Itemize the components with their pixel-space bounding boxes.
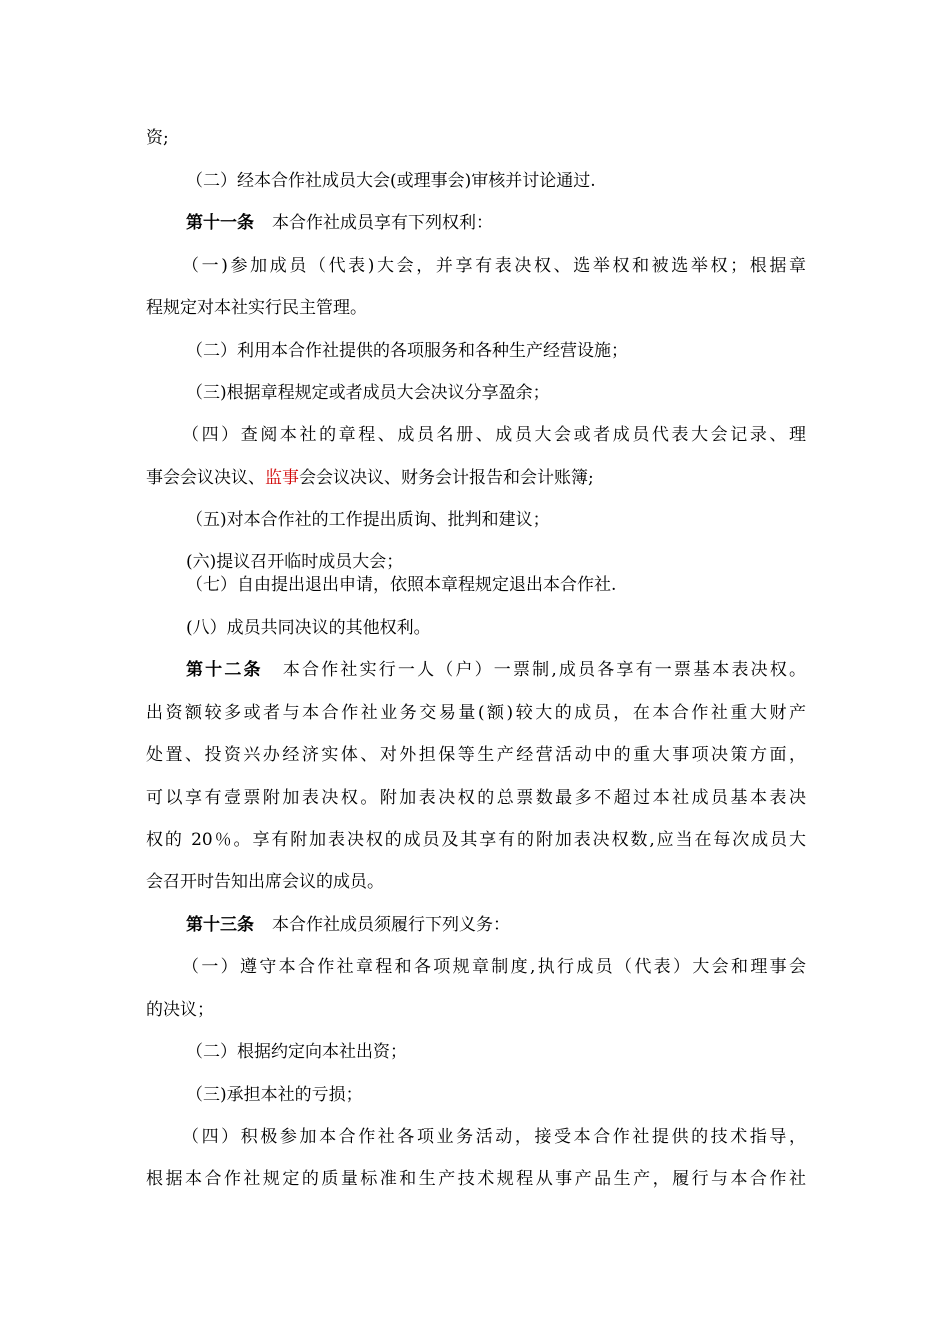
text-segment: 会会议决议、财务会计报告和会计账簿; <box>299 468 594 488</box>
article-12-line <box>186 659 806 681</box>
article-heading: 第十三条 <box>186 915 254 935</box>
text-line: 程规定对本社实行民主管理。 <box>146 298 367 318</box>
text-line: 资; <box>146 128 169 148</box>
text-line: （三)根据章程规定或者成员大会决议分享盈余； <box>186 383 550 403</box>
text-line: 出资额较多或者与本合作社业务交易量(额)较大的成员，在本合作社重大财产 <box>146 703 806 723</box>
text-line: （五)对本合作社的工作提出质询、批判和建议； <box>186 510 550 530</box>
text-line: （二）利用本合作社提供的各项服务和各种生产经营设施； <box>186 341 628 361</box>
text-line: 处置、投资兴办经济实体、对外担保等生产经营活动中的重大事项决策方面， <box>146 745 806 765</box>
text-line: （一）遵守本合作社章程和各项规章制度,执行成员（代表）大会和理事会 <box>182 957 806 977</box>
text-line: （七）自由提出退出申请，依照本章程规定退出本合作社. <box>186 575 617 595</box>
article-13-line <box>186 914 510 936</box>
article-text: 本合作社成员享有下列权利： <box>272 213 493 233</box>
text-line: （三)承担本社的亏损； <box>186 1085 363 1105</box>
text-line: (八）成员共同决议的其他权利。 <box>186 618 431 638</box>
text-segment: 事会会议决议、 <box>146 468 265 488</box>
article-text: 本合作社成员须履行下列义务： <box>272 915 510 935</box>
text-line: 的决议； <box>146 1000 214 1020</box>
text-line: 会召开时告知出席会议的成员。 <box>146 872 384 892</box>
text-line: （二）根据约定向本社出资； <box>186 1042 407 1062</box>
text-line: 可以享有壹票附加表决权。附加表决权的总票数最多不超过本社成员基本表决 <box>146 788 806 808</box>
article-text: 本合作社实行一人（户）一票制,成员各享有一票基本表决权。 <box>280 660 807 680</box>
text-line: 权的 20％。享有附加表决权的成员及其享有的附加表决权数,应当在每次成员大 <box>146 830 806 850</box>
text-line <box>146 467 594 489</box>
text-line: （二）经本合作社成员大会(或理事会)审核并讨论通过. <box>186 171 596 191</box>
text-line: （四）查阅本社的章程、成员名册、成员大会或者成员代表大会记录、理 <box>182 425 806 445</box>
article-heading: 第十二条 <box>186 660 263 680</box>
text-line: (六)提议召开临时成员大会； <box>186 552 404 572</box>
article-heading: 第十一条 <box>186 213 254 233</box>
text-line: （四）积极参加本合作社各项业务活动，接受本合作社提供的技术指导， <box>182 1127 806 1147</box>
text-line: 根据本合作社规定的质量标准和生产技术规程从事产品生产，履行与本合作社 <box>146 1169 806 1189</box>
highlighted-term: 监事 <box>265 468 299 488</box>
text-line: （一)参加成员（代表)大会，并享有表决权、选举权和被选举权；根据章 <box>182 256 806 276</box>
article-11-line <box>186 212 493 234</box>
